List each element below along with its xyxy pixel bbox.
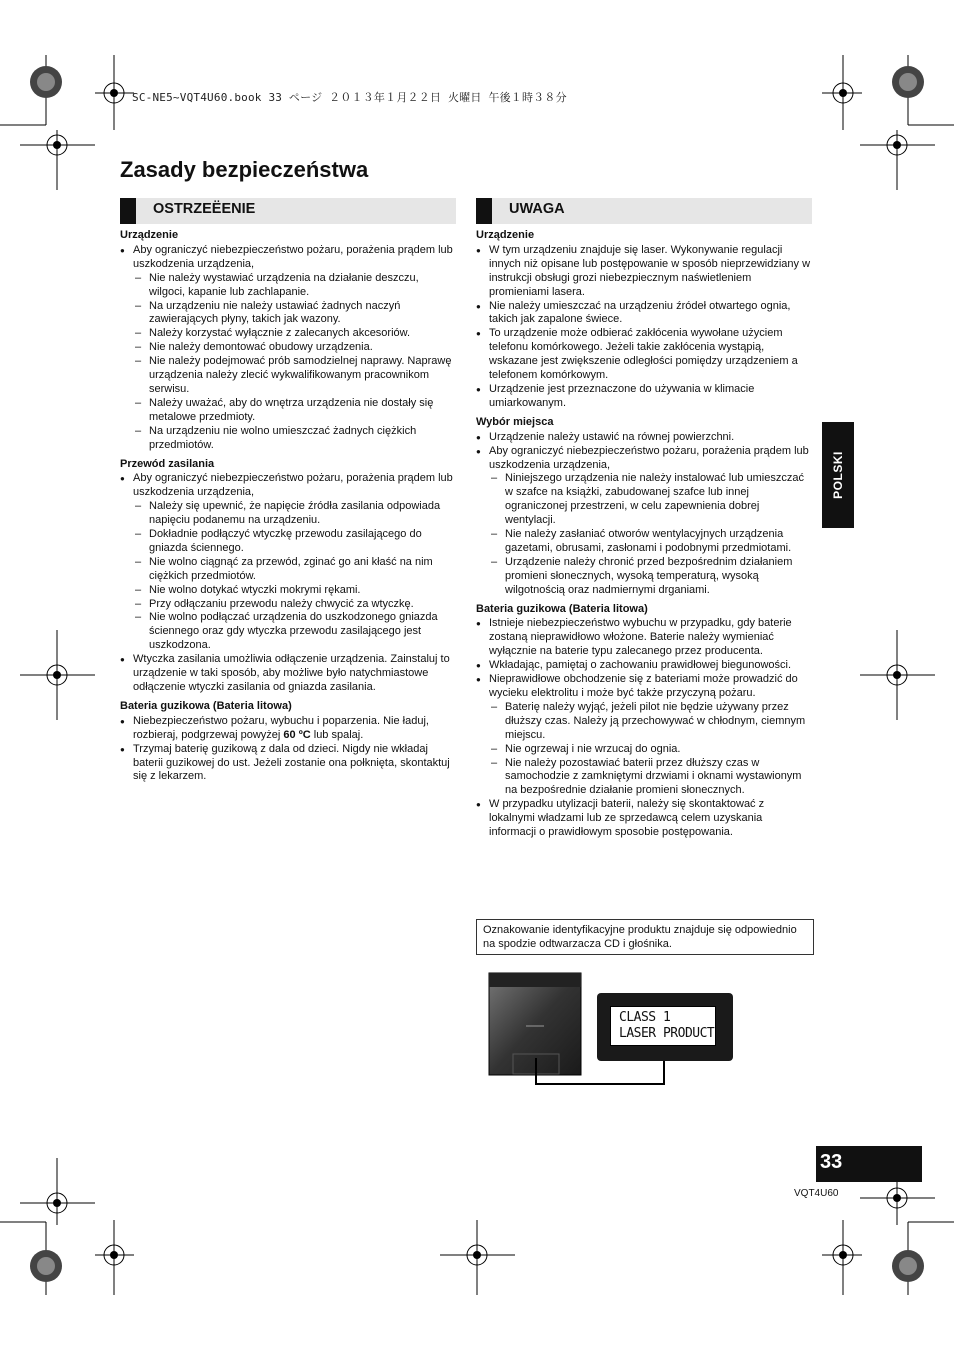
caution-heading: UWAGA	[476, 198, 812, 224]
subheading-device: Urządzenie	[476, 229, 535, 241]
page-title: Zasady bezpieczeństwa	[120, 157, 369, 182]
location-bullets	[476, 431, 812, 598]
list-item: – Nie należy demontować obudowy urządzenia.	[133, 341, 456, 355]
device-bullets	[120, 244, 456, 453]
subheading-device: Urządzenie	[120, 229, 179, 241]
list-item: ● Urządzenie jest przeznaczone do używania w klimacie umiarkowanym.	[476, 383, 812, 411]
subheading-location: Wybór miejsca	[476, 415, 554, 428]
list-item: – Niniejszego urządzenia nie należy instalować lub umieszczać w szafce na książki, zabudowanej szafce lub innej ograniczonej przestrzeni, w celu zapewnienia dobrej wentylacji.	[489, 472, 812, 528]
list-item: ● To urządzenie może odbierać zakłócenia wywołane użyciem telefonu komórkowego. Jeżeli takie zakłócenia wystąpią, wskazane jest zwiększenie odległości pomiędzy urządzeniem a telefonem komórkowym.	[476, 327, 812, 383]
list-item: ● W tym urządzeniu znajduje się laser. Wykonywanie regulacji innych niż opisane lub postępowanie w sposób nieprzewidziany w instrukcji obsługi grozi niebezpiecznym naświetleniem promieniami lasera.	[476, 244, 812, 300]
list-item: – Nie wolno dotykać wtyczki mokrymi rękami.	[133, 584, 456, 598]
page-number: 33	[816, 1146, 922, 1182]
connector-line	[534, 1058, 668, 1088]
list-item: ● Nie należy umieszczać na urządzeniu źródeł otwartego ognia, takich jak zapalone świece.	[476, 300, 812, 328]
print-header: SC-NE5~VQT4U60.book 33 ページ ２０１３年１月２２日 火曜日 午後１時３８分	[132, 91, 567, 104]
product-marking-note: Oznakowanie identyfikacyjne produktu znajduje się odpowiednio na spodzie odtwarzacza CD i głośnika.	[476, 919, 814, 955]
list-item: ● W przypadku utylizacji baterii, należy się skontaktować z lokalnymi władzami lub ze sprzedawcą celem uzyskania informacji o prawidłowym sposobie postępowania.	[476, 798, 812, 840]
list-item: ● Trzymaj baterię guzikową z dala od dzieci. Nigdy nie wkładaj baterii guzikowej do ust. Jeżeli zostanie ona połknięta, skontaktuj się z lekarzem.	[120, 743, 456, 785]
list-item: ● Wkładając, pamiętaj o zachowaniu prawidłowej biegunowości.	[476, 659, 812, 673]
list-item: – Przy odłączaniu przewodu należy chwycić za wtyczkę.	[133, 598, 456, 612]
document-code: VQT4U60	[794, 1188, 839, 1199]
coin-battery-bullets	[476, 617, 812, 840]
list-item: – Nie wolno ciągnąć za przewód, zginać go ani kłaść na nim ciężkich przedmiotów.	[133, 556, 456, 584]
subheading-power-cord: Przewód zasilania	[120, 457, 215, 470]
list-item: – Na urządzeniu nie należy ustawiać żadnych naczyń zawierających płyny, takich jak wazony.	[133, 300, 456, 328]
language-tab: POLSKI	[822, 422, 854, 528]
list-item: – Należy się upewnić, że napięcie źródła zasilania odpowiada napięciu podanemu na urządzeniu.	[133, 500, 456, 528]
list-item: ● Aby ograniczyć niebezpieczeństwo pożaru, porażenia prądem lub uszkodzenia urządzenia, – Należy się upewnić, że napięcie źródła zasilania odpowiada napięciu podanemu na urządzeniu. – Dokładnie podłączyć wtyczkę przewodu zasilającego do gniazda ściennego. – Nie wolno ciągnąć za przewód, zginać go ani kłaść na nim ciężkich przedmiotów. – Nie wolno dotykać wtyczki mokrymi rękami. – Przy odłączaniu przewodu należy chwycić za wtyczkę. – Nie wolno podłączać urządzenia do uszkodzonego gniazda ściennego oraz gdy wtyczka przewodu zasilającego jest uszkodzona.	[120, 472, 456, 653]
heading-marker	[120, 198, 136, 224]
subheading-coin-battery: Bateria guzikowa (Bateria litowa)	[120, 699, 292, 712]
list-item: – Nie należy zasłaniać otworów wentylacyjnych urządzenia gazetami, obrusami, zasłonami i podobnymi przedmiotami.	[489, 528, 812, 556]
list-item: – Nie należy wystawiać urządzenia na działanie deszczu, wilgoci, kapanie lub zachlapanie.	[133, 272, 456, 300]
list-item: ● Nieprawidłowe obchodzenie się z bateriami może prowadzić do wycieku elektrolitu i może być także przyczyną pożaru. – Baterię należy wyjąć, jeżeli pilot nie będzie używany przez dłuższy czas. Należy ją przechowywać w chłodnym, ciemnym miejscu. – Nie ogrzewaj i nie wrzucaj do ognia. – Nie należy pozostawiać baterii przez dłuższy czas w samochodzie z zamkniętymi drzwiami i oknami wystawionym na bezpośrednie działanie promieni słonecznych.	[476, 673, 812, 798]
list-item: – Należy uważać, aby do wnętrza urządzenia nie dostały się metalowe przedmioty.	[133, 397, 456, 425]
list-item: ● Urządzenie należy ustawić na równej powierzchni.	[476, 431, 812, 445]
list-item: – Baterię należy wyjąć, jeżeli pilot nie będzie używany przez dłuższy czas. Należy ją przechowywać w chłodnym, ciemnym miejscu.	[489, 701, 812, 743]
list-item: – Urządzenie należy chronić przed bezpośrednim działaniem promieni słonecznych, wysoką temperaturą, wysoką wilgotnością oraz nadmiernymi drganiami.	[489, 556, 812, 598]
heading-marker	[476, 198, 492, 224]
list-item: ● Aby ograniczyć niebezpieczeństwo pożaru, porażenia prądem lub uszkodzenia urządzenia, – Nie należy wystawiać urządzenia na działanie deszczu, wilgoci, kapanie lub zachlapanie. – Na urządzeniu nie należy ustawiać żadnych naczyń zawierających płyny, takich jak wazony. – Należy korzystać wyłącznie z zalecanych akcesoriów. – Nie należy demontować obudowy urządzenia. – Nie należy podejmować prób samodzielnej naprawy. Naprawę urządzenia należy zlecić wykwalifikowanym pracownikom serwisu. – Należy uważać, aby do wnętrza urządzenia nie dostały się metalowe przedmioty. – Na urządzeniu nie wolno umieszczać żadnych ciężkich przedmiotów.	[120, 244, 456, 453]
device-bullets	[476, 244, 812, 411]
subheading-coin-battery: Bateria guzikowa (Bateria litowa)	[476, 602, 648, 615]
warning-heading: OSTRZEËENIE	[120, 198, 456, 224]
list-item: ● Niebezpieczeństwo pożaru, wybuchu i poparzenia. Nie ładuj, rozbieraj, podgrzewaj powyżej 60 ºC lub spalaj.	[120, 715, 456, 743]
caution-column	[476, 198, 812, 840]
list-item: – Dokładnie podłączyć wtyczkę przewodu zasilającego do gniazda ściennego.	[133, 528, 456, 556]
laser-label-text: CLASS 1 LASER PRODUCT	[610, 1006, 716, 1046]
warning-column	[120, 198, 456, 784]
laser-label	[597, 993, 733, 1061]
list-item: – Nie należy pozostawiać baterii przez dłuższy czas w samochodzie z zamkniętymi drzwiami i oknami wystawionym na bezpośrednie działanie promieni słonecznych.	[489, 757, 812, 799]
list-item: – Nie wolno podłączać urządzenia do uszkodzonego gniazda ściennego oraz gdy wtyczka przewodu zasilającego jest uszkodzona.	[133, 611, 456, 653]
list-item: ● Istnieje niebezpieczeństwo wybuchu w przypadku, gdy baterie zostaną nieprawidłowo włożone. Baterie należy wymieniać wyłącznie na baterie typu zalecanego przez producenta.	[476, 617, 812, 659]
list-item: – Należy korzystać wyłącznie z zalecanych akcesoriów.	[133, 327, 456, 341]
coin-battery-bullets	[120, 715, 456, 785]
list-item: – Na urządzeniu nie wolno umieszczać żadnych ciężkich przedmiotów.	[133, 425, 456, 453]
list-item: – Nie należy podejmować prób samodzielnej naprawy. Naprawę urządzenia należy zlecić wykwalifikowanym pracownikom serwisu.	[133, 355, 456, 397]
list-item: – Nie ogrzewaj i nie wrzucaj do ognia.	[489, 743, 812, 757]
list-item: ● Aby ograniczyć niebezpieczeństwo pożaru, porażenia prądem lub uszkodzenia urządzenia, – Niniejszego urządzenia nie należy instalować lub umieszczać w szafce na książki, zabudowanej szafce lub innej ograniczonej przestrzeni, w celu zapewnienia dobrej wentylacji. – Nie należy zasłaniać otworów wentylacyjnych urządzenia gazetami, obrusami, zasłonami i podobnymi przedmiotami. – Urządzenie należy chronić przed bezpośrednim działaniem promieni słonecznych, wysoką temperaturą, wysoką wilgotnością oraz nadmiernymi drganiami.	[476, 445, 812, 598]
list-item: ● Wtyczka zasilania umożliwia odłączenie urządzenia. Zainstaluj to urządzenie w taki sposób, aby możliwe było natychmiastowe odłączenie wtyczki zasilania od gniazda zasilania.	[120, 653, 456, 695]
power-cord-bullets	[120, 472, 456, 695]
